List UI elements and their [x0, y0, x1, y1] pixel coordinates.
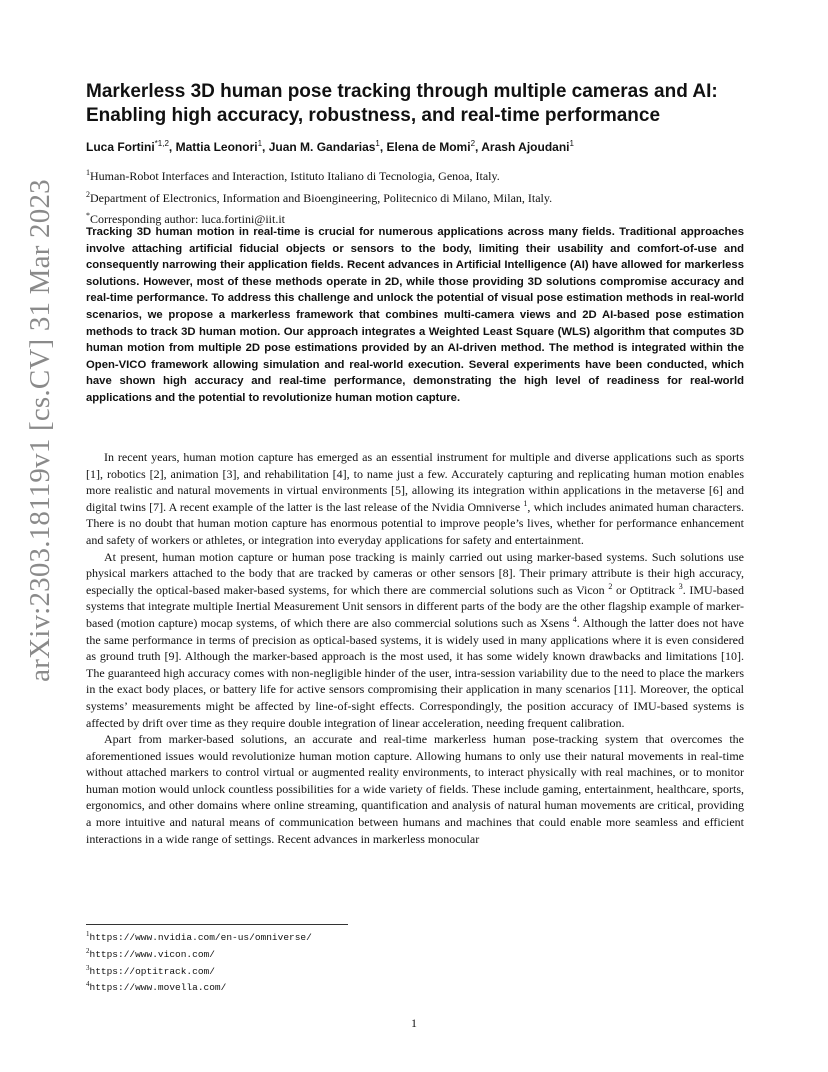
- footnote: [86, 962, 486, 979]
- footnote-mark: 3: [86, 963, 90, 972]
- author-list: Luca Fortini$^{*1,2}$, Mattia Leonori$^1$, Juan M. Gandarias$^1$, Elena de Momi$^2$, Arash Ajoudani$^1$: [86, 139, 574, 154]
- footnote: [86, 945, 486, 962]
- author-affiliation-mark: 1: [375, 139, 380, 148]
- author-name: Arash Ajoudani: [481, 140, 570, 154]
- footnote-list: [86, 928, 486, 995]
- paragraph-text: . IMU-based systems that integrate multiple Inertial Measurement Unit sensors in different parts of the body are the other flagship example of marker-based (motion capture) mocap systems, of which there are also commercial solutions such as Xsens: [86, 582, 745, 630]
- affiliation-text: Department of Electronics, Information and Bioengineering, Politecnico di Milano, Milan, Italy.: [90, 190, 553, 205]
- author-name: Mattia Leonori: [175, 140, 258, 154]
- author-affiliation-mark: *1,2: [154, 139, 169, 148]
- abstract: Tracking 3D human motion in real-time is crucial for numerous applications across many fields. Traditional approaches involve attaching artificial fiducial objects or sensors to the body, limiting their usability and comfort-of-use and consequently narrowing their application fields. Recent advances in Artificial Intelligence (AI) have allowed for markerless solutions. However, most of these methods operate in 2D, while those providing 3D solutions compromise accuracy and real-time performance. To address this challenge and unlock the potential of visual pose estimation methods in real-world scenarios, we propose a markerless framework that combines multi-camera views and 2D AI-based pose estimation methods to track 3D human motion. Our approach integrates a Weighted Least Square (WLS) algorithm that computes 3D human motion from multiple 2D pose estimations provided by an AI-driven method. The method is integrated within the Open-VICO framework allowing simulation and real-world execution. Several experiments have been conducted, which have shown high accuracy and real-time performance, demonstrating the high level of readiness for real-world applications and the potential to revolutionize human motion capture.: [86, 226, 744, 404]
- paragraph-text: or Optitrack: [612, 582, 676, 597]
- arxiv-identifier: arXiv:2303.18119v1 [cs.CV] 31 Mar 2023: [23, 178, 56, 682]
- paragraph-text: At present, human motion capture or human pose tracking is mainly carried out using marker-based systems. Such solutions use physical markers attached to the body that are tracked by cameras or other sensors [8]. Their primary attribute is their high accuracy, especially the optical-based maker-based systems, for which there are commercial solutions such as Vicon: [86, 549, 744, 597]
- body-text: [86, 449, 744, 847]
- author-name: Elena de Momi: [386, 140, 471, 154]
- paragraph-text: In recent years, human motion capture has emerged as an essential instrument for multiple and diverse applications such as sports [1], robotics [2], animation [3], and rehabilitation [4], to name just a few. Accurately capturing and replicating human motion enables more realistic and natural movements in virtual environments [5], allowing its integration within applications in the metaverse [6] and digital twins [7]. A recent example of the latter is the last release of the Nvidia Omniverse: [86, 450, 744, 514]
- footnote-mark: 2: [86, 946, 90, 955]
- affiliation-text: Human-Robot Interfaces and Interaction, Istituto Italiano di Tecnologia, Genoa, Italy.: [90, 169, 500, 183]
- affiliation-mark: 1: [86, 168, 90, 177]
- affiliation-line: [86, 186, 746, 208]
- footnote-link[interactable]: https://www.movella.com/: [89, 982, 227, 994]
- paper-title: Markerless 3D human pose tracking through multiple cameras and AI: Enabling high accuracy, robustness, and real-time performance: [86, 81, 718, 126]
- page-number: 1: [411, 1016, 417, 1030]
- footnote-mark: 4: [86, 980, 90, 989]
- footnote: [86, 978, 486, 995]
- author-affiliation-mark: 2: [470, 139, 476, 148]
- footnote-ref[interactable]: 2: [608, 581, 613, 591]
- paragraph: [86, 549, 744, 732]
- footnote-link[interactable]: https://www.vicon.com/: [89, 948, 215, 960]
- author-name: Juan M. Gandarias: [268, 140, 376, 154]
- paragraph-text: . Although the latter does not have the same performance in terms of precision as optical-based systems, it is widely used in many applications where it is even considered as ground truth [9]. Although the marker-based approach is the most used, it has some widely known drawbacks and limitations [10]. The guaranteed high accuracy comes with non-negligible hinder of the user, intra-session variability due to the need to place the markers in the exact body places, or battery life for active sensors compromising their application in many scenarios [11]. Moreover, the optical systems’ measurements might be affected by line-of-sight effects. Correspondingly, the position accuracy of IMU-based systems is affected by drift over time as they require double integration of linear acceleration, needing frequent calibration.: [86, 615, 744, 730]
- affiliation-list: [86, 164, 746, 229]
- footnote-mark: 1: [86, 930, 90, 938]
- author-name: Luca Fortini: [86, 140, 155, 154]
- footnote-divider: [86, 924, 348, 925]
- footnote-ref[interactable]: 4: [572, 614, 577, 624]
- paragraph: [86, 449, 744, 549]
- affiliation-mark: *: [86, 211, 90, 220]
- corresponding-author: Corresponding author: luca.fortini@iit.it: [90, 212, 286, 226]
- affiliation-line: [86, 164, 746, 186]
- arxiv-identifier-stamp: [10, 150, 70, 710]
- paragraph: Apart from marker-based solutions, an accurate and real-time markerless human pose-tracking system that overcomes the aforementioned issues would revolutionize human motion capture. Allowing humans to only use their natural movements in real-time without attached markers to control virtual or augmented reality environments, to interact physically with real machines, or to monitor human motion would unlock countless possibilities for a wide variety of fields. These include gaming, entertainment, healthcare, sports, ergonomics, and other domains where online streaming, quantification and analysis of natural human movements are critical, providing a more intuitive and natural means of communication between humans and machines that could enable more seamless and efficient interactions in a wide range of settings. Recent advances in markerless monocular: [86, 732, 744, 846]
- footnote-link[interactable]: https://optitrack.com/: [89, 965, 215, 977]
- footnote-ref[interactable]: 3: [678, 581, 683, 591]
- paragraph-text: , which includes animated human characters. There is no doubt that human motion capture has enormous potential to improve people’s lives, whether for performance enhancement and safety of workers or athletes, or integration into everyday applications for safety and entertainment.: [86, 499, 745, 547]
- footnote-link[interactable]: https://www.nvidia.com/en-us/omniverse/: [89, 932, 312, 944]
- author-affiliation-mark: 1: [569, 139, 574, 148]
- affiliation-mark: 2: [86, 189, 90, 199]
- footnote-ref[interactable]: 1: [523, 498, 528, 508]
- author-affiliation-mark: 1: [257, 139, 263, 148]
- footnote: [86, 928, 486, 945]
